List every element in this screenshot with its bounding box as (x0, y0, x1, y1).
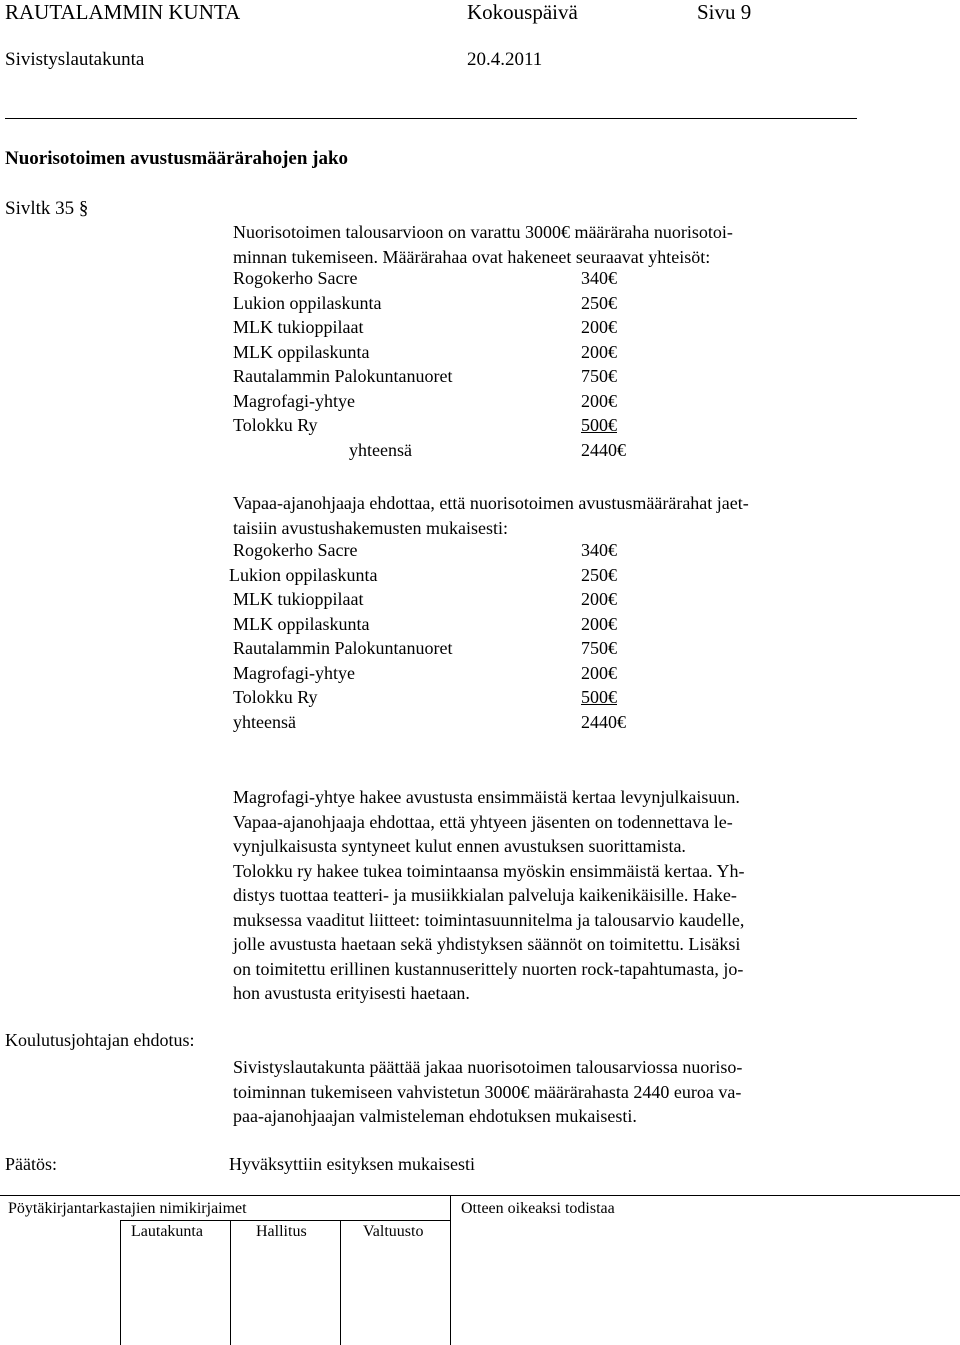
applicant-amount: 500€ (581, 415, 617, 435)
footer-divider-left (120, 1220, 121, 1345)
meeting-date-label: Kokouspäivä (467, 0, 578, 24)
proposal-label: Koulutusjohtajan ehdotus: (5, 1030, 195, 1050)
signatures-label: Pöytäkirjantarkastajien nimikirjaimet (8, 1200, 247, 1217)
intro-line: Nuorisotoimen talousarvioon on varattu 3000€ määräraha nuorisotoi- (233, 222, 733, 242)
footer-sub-rule (120, 1220, 450, 1221)
section-number: Sivltk 35 § (5, 198, 89, 219)
certified-label: Otteen oikeaksi todistaa (461, 1200, 615, 1217)
list-item (233, 342, 653, 367)
total-amount: 2440€ (581, 439, 626, 460)
proposed-name: Magrofagi-yhtye (233, 662, 355, 683)
proposal-line: toiminnan tukemiseen vahvistetun 3000€ määrärahasta 2440 euroa va- (233, 1081, 742, 1102)
intro-line: minnan tukemiseen. Määrärahaa ovat hakeneet seuraavat yhteisöt: (233, 246, 711, 267)
list-item (233, 268, 653, 293)
body-label-council: Valtuusto (363, 1223, 424, 1240)
list-item (233, 415, 653, 440)
proposed-amount: 340€ (581, 540, 617, 560)
body-label-board: Lautakunta (131, 1223, 203, 1240)
proposal-paragraph (233, 1055, 860, 1129)
proposed-amount: 250€ (581, 564, 617, 585)
board-name: Sivistyslautakunta (5, 49, 145, 70)
notes-line: Vapaa-ajanohjaaja ehdottaa, että yhtyeen jäsenten on todennettava le- (233, 811, 733, 832)
notes-line: Tolokku ry hakee tukea toimintaansa myöskin ensimmäistä kertaa. Yh- (233, 860, 745, 881)
list-item (229, 564, 653, 590)
applicant-amount: 340€ (581, 268, 617, 288)
proposed-amount: 750€ (581, 638, 617, 658)
meeting-date: 20.4.2011 (467, 49, 543, 70)
header-rule (5, 118, 857, 119)
footer-divider (450, 1195, 451, 1345)
list-item (233, 317, 653, 342)
proposed-total-row (233, 712, 653, 737)
applicants-total-row (233, 440, 653, 465)
applicant-name: MLK tukioppilaat (233, 317, 364, 337)
proposed-amount: 200€ (581, 613, 617, 634)
proposal-intro-line: taisiin avustushakemusten mukaisesti: (233, 517, 508, 538)
list-item (233, 638, 653, 663)
proposed-amount: 200€ (581, 662, 617, 683)
document-title: Nuorisotoimen avustusmäärärahojen jako (5, 148, 349, 169)
applicant-name: Lukion oppilaskunta (233, 292, 382, 313)
body-label-government: Hallitus (256, 1223, 307, 1240)
notes-line: on toimitettu erillinen kustannuserittely nuorten rock-tapahtumasta, jo- (233, 958, 744, 979)
applicant-name: Rautalammin Palokuntanuoret (233, 366, 453, 386)
applicant-name: MLK oppilaskunta (233, 341, 370, 362)
notes-line: hon avustusta erityisesti haetaan. (233, 983, 470, 1003)
applicant-amount: 200€ (581, 390, 617, 411)
list-item (233, 366, 653, 391)
footer-divider-mid1 (230, 1220, 231, 1345)
list-item (233, 663, 653, 688)
applicant-name: Rogokerho Sacre (233, 268, 358, 288)
proposal-line: paa-ajanohjaajan valmisteleman ehdotuksen mukaisesti. (233, 1106, 637, 1126)
footer-top-rule (0, 1195, 960, 1196)
proposal-line: Sivistyslautakunta päättää jakaa nuorisotoimen talousarviossa nuoriso- (233, 1057, 743, 1077)
decision-text: Hyväksyttiin esityksen mukaisesti (229, 1154, 475, 1174)
proposed-name: Rautalammin Palokuntanuoret (233, 638, 453, 658)
list-item (233, 589, 653, 614)
proposed-list (229, 540, 653, 736)
applicants-list (233, 268, 653, 464)
notes-line: Magrofagi-yhtye hakee avustusta ensimmäistä kertaa levynjulkaisuun. (233, 787, 740, 807)
notes-paragraph (233, 785, 860, 1006)
proposed-amount: 500€ (581, 687, 617, 707)
proposed-name: Lukion oppilaskunta (229, 564, 378, 585)
notes-line: distys tuottaa teatteri- ja musiikkialan palveluja kaikenikäisille. Hake- (233, 885, 737, 905)
list-item (233, 293, 653, 318)
list-item (233, 391, 653, 416)
applicant-amount: 250€ (581, 292, 617, 313)
applicant-amount: 750€ (581, 366, 617, 386)
applicant-amount: 200€ (581, 317, 617, 337)
proposed-amount: 200€ (581, 589, 617, 609)
list-item (233, 614, 653, 639)
list-item (233, 687, 653, 712)
notes-line: jolle avustusta haetaan sekä yhdistyksen säännöt on toimitettu. Lisäksi (233, 934, 741, 954)
org-name: RAUTALAMMIN KUNTA (5, 0, 241, 24)
proposal-intro-line: Vapaa-ajanohjaaja ehdottaa, että nuorisotoimen avustusmäärärahat jaet- (233, 493, 749, 513)
proposed-name: MLK tukioppilaat (233, 589, 364, 609)
total-amount: 2440€ (581, 711, 626, 732)
footer-divider-mid2 (340, 1220, 341, 1345)
page-number: Sivu 9 (697, 0, 752, 24)
proposal-intro (233, 491, 860, 540)
intro-paragraph (233, 220, 860, 269)
applicant-name: Magrofagi-yhtye (233, 390, 355, 411)
list-item (233, 540, 653, 565)
decision-label: Päätös: (5, 1154, 57, 1174)
applicant-amount: 200€ (581, 341, 617, 362)
proposed-name: Tolokku Ry (233, 687, 318, 707)
proposed-name: MLK oppilaskunta (233, 613, 370, 634)
notes-line: vynjulkaisusta syntyneet kulut ennen avustuksen suorittamista. (233, 836, 686, 856)
total-label: yhteensä (233, 711, 296, 732)
notes-line: muksessa vaaditut liitteet: toimintasuunnitelma ja talousarvio kaudelle, (233, 909, 745, 930)
total-label: yhteensä (349, 439, 412, 460)
applicant-name: Tolokku Ry (233, 415, 318, 435)
proposed-name: Rogokerho Sacre (233, 540, 358, 560)
